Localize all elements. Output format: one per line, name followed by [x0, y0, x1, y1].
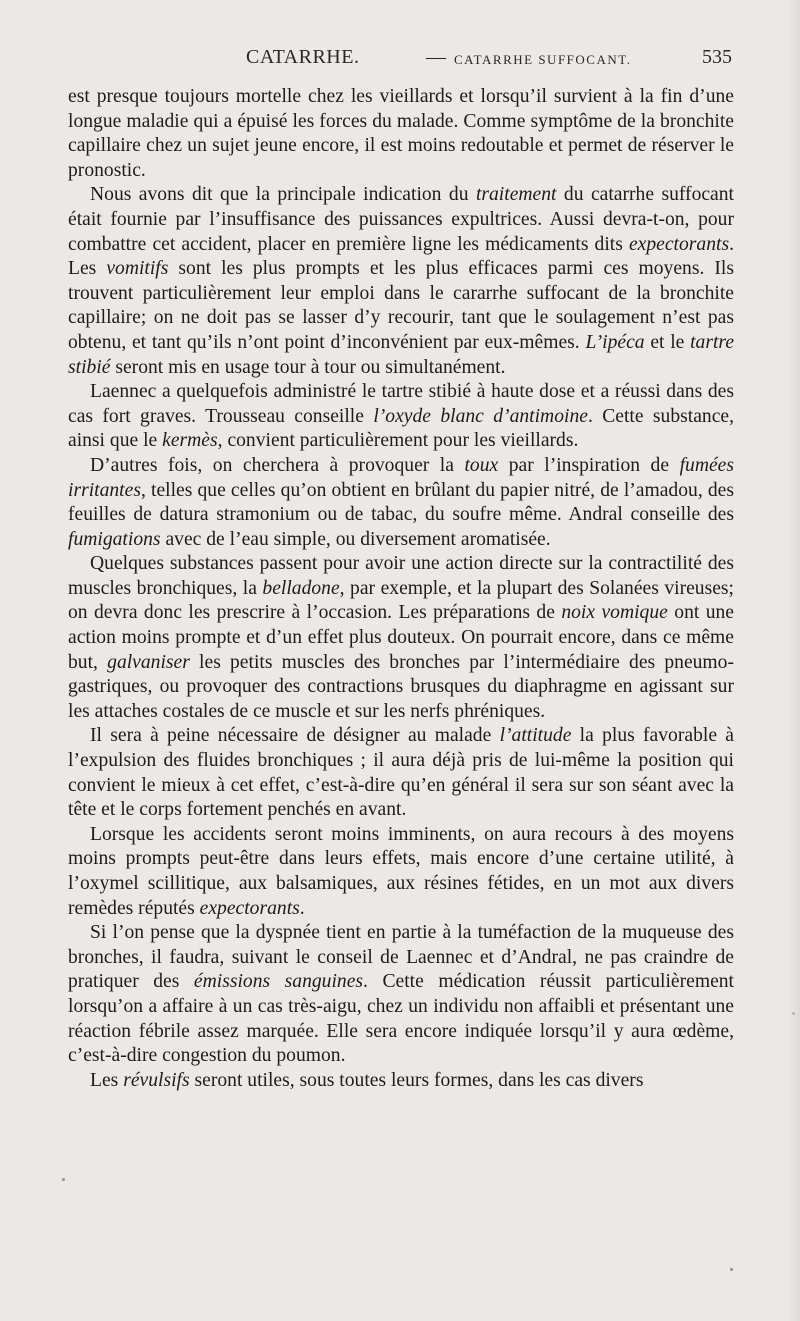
italic-term: l’attitude: [499, 725, 572, 747]
italic-term: belladone: [262, 577, 340, 599]
italic-term: toux: [464, 454, 499, 476]
text-run: Quelques substances passent pour avoir une action directe sur la contractilité des muscles bronchiques, la: [68, 553, 734, 599]
text-run: , convient particulièrement pour les vieillards.: [217, 430, 579, 452]
text-run: . Cette substance, ainsi que le: [68, 405, 734, 452]
italic-term: tartre stibié: [68, 331, 735, 378]
print-speck: [730, 1268, 733, 1271]
italic-term: fumigations: [68, 528, 161, 550]
text-run: , par exemple, et la plupart des Solanées vireuses; on devra donc les prescrire à l’occasion. Les préparations de: [68, 577, 734, 624]
paragraph: [68, 380, 734, 454]
paragraph: [68, 183, 734, 380]
page-number: 535: [702, 46, 732, 68]
print-speck: [792, 1012, 795, 1015]
paragraph: [68, 921, 734, 1069]
running-head-dash: —: [426, 46, 446, 68]
text-run: avec de l’eau simple, ou diversement aromatisée.: [160, 528, 551, 550]
italic-term: expectorants: [628, 233, 730, 255]
text-run: , telles que celles qu’on obtient en brûlant du papier nitré, de l’amadou, des feuilles de datura stramonium ou de tabac, du soufre même. Andral conseille des: [68, 479, 734, 526]
text-run: est presque toujours mortelle chez les vieillards et lorsqu’il survient à la fin d’une longue maladie qui a épuisé les forces du malade. Comme symptôme de la bronchite capillaire chez un sujet jeune encore, il est moins redoutable et permet de réserver le pronostic.: [68, 86, 734, 181]
italic-term: fumées irritantes: [68, 454, 734, 501]
running-head: [68, 46, 734, 76]
text-run: Si l’on pense que la dyspnée tient en partie à la tuméfaction de la muqueuse des bronches, il faudra, suivant le conseil de Laennec et d’Andral, ne pas craindre de pratiquer des: [68, 922, 734, 993]
italic-term: galvaniser: [107, 651, 190, 673]
italic-term: traitement: [475, 184, 557, 206]
text-run: Laennec a quelquefois administré le tartre stibié à haute dose et a réussi dans des cas fort graves. Trousseau conseille: [68, 381, 734, 427]
text-run: ont une action moins prompte et d’un effet plus douteux. On pourrait encore, dans ce même but,: [68, 602, 735, 673]
italic-term: émissions sanguines: [193, 971, 364, 993]
paragraph: [68, 1069, 734, 1094]
italic-term: expectorants: [199, 897, 300, 919]
running-head-title: CATARRHE.: [246, 46, 360, 68]
paragraph: [68, 552, 734, 724]
italic-term: l’oxyde blanc d’antimoine: [373, 405, 588, 427]
italic-term: L’ipéca: [585, 331, 645, 353]
text-run: .: [299, 897, 305, 919]
text-run: sont les plus prompts et les plus efficaces parmi ces moyens. Ils trouvent particulièrement leur emploi dans le cararrhe suffocant de la bronchite capillaire; on ne doit pas se lasser d’y recourir, tant que le soulagement n’est pas obtenu, et tant qu’ils n’ont point d’inconvénient par eux-mêmes.: [68, 258, 734, 353]
paragraph: [68, 85, 734, 183]
italic-term: kermès: [162, 430, 218, 452]
text-run: seront utiles, sous toutes leurs formes, dans les cas divers: [189, 1069, 644, 1091]
paragraph: [68, 724, 734, 822]
text-run: . Les: [68, 233, 734, 280]
text-run: du catarrhe suffocant était fournie par l’insuffisance des puissances expultrices. Aussi devra-t-on, pour combattre cet accident, placer en première ligne les médicaments dits: [68, 184, 734, 255]
text-run: les petits muscles des bronches par l’intermédiaire des pneumo-gastriques, ou provoquer des contractions brusques du diaphragme en agissant sur les attaches costales de ce muscle et sur les nerfs phréniques.: [68, 651, 734, 722]
text-run: Il sera à peine nécessaire de désigner au malade: [90, 725, 500, 747]
text-run: seront mis en usage tour à tour ou simultanément.: [110, 356, 506, 378]
text-run: par l’inspiration de: [498, 454, 680, 476]
text-run: Les: [90, 1069, 124, 1091]
text-run: et le: [644, 331, 691, 353]
running-head-subtitle: CATARRHE SUFFOCANT.: [454, 52, 632, 67]
text-run: . Cette médication réussit particulièrement lorsqu’on a affaire à un cas très-aigu, chez un individu non affaibli et présentant une réaction fébrile assez marquée. Elle sera encore indiquée lorsqu’il y aura œdème, c’est-à-dire congestion du poumon.: [68, 971, 735, 1067]
paragraph: [68, 823, 734, 921]
paragraph: [68, 454, 734, 552]
text-run: la plus favorable à l’expulsion des fluides bronchiques ; il aura déjà pris de lui-même la position qui convient le mieux à cet effet, c’est-à-dire qu’en général il sera sur son séant avec la tête et le corps fortement penchés en avant.: [68, 725, 734, 821]
italic-term: révulsifs: [123, 1069, 190, 1091]
italic-term: vomitifs: [106, 258, 169, 280]
print-speck: [62, 1178, 65, 1181]
body-text: [68, 85, 734, 1093]
text-run: D’autres fois, on cherchera à provoquer la: [90, 454, 465, 476]
text-run: Nous avons dit que la principale indication du: [90, 184, 476, 206]
text-run: Lorsque les accidents seront moins imminents, on aura recours à des moyens moins prompts peut-être dans leurs effets, mais encore d’une certaine utilité, à l’oxymel scillitique, aux balsamiques, aux résines fétides, en un mot aux divers remèdes réputés: [68, 823, 734, 919]
italic-term: noix vomique: [561, 602, 668, 624]
